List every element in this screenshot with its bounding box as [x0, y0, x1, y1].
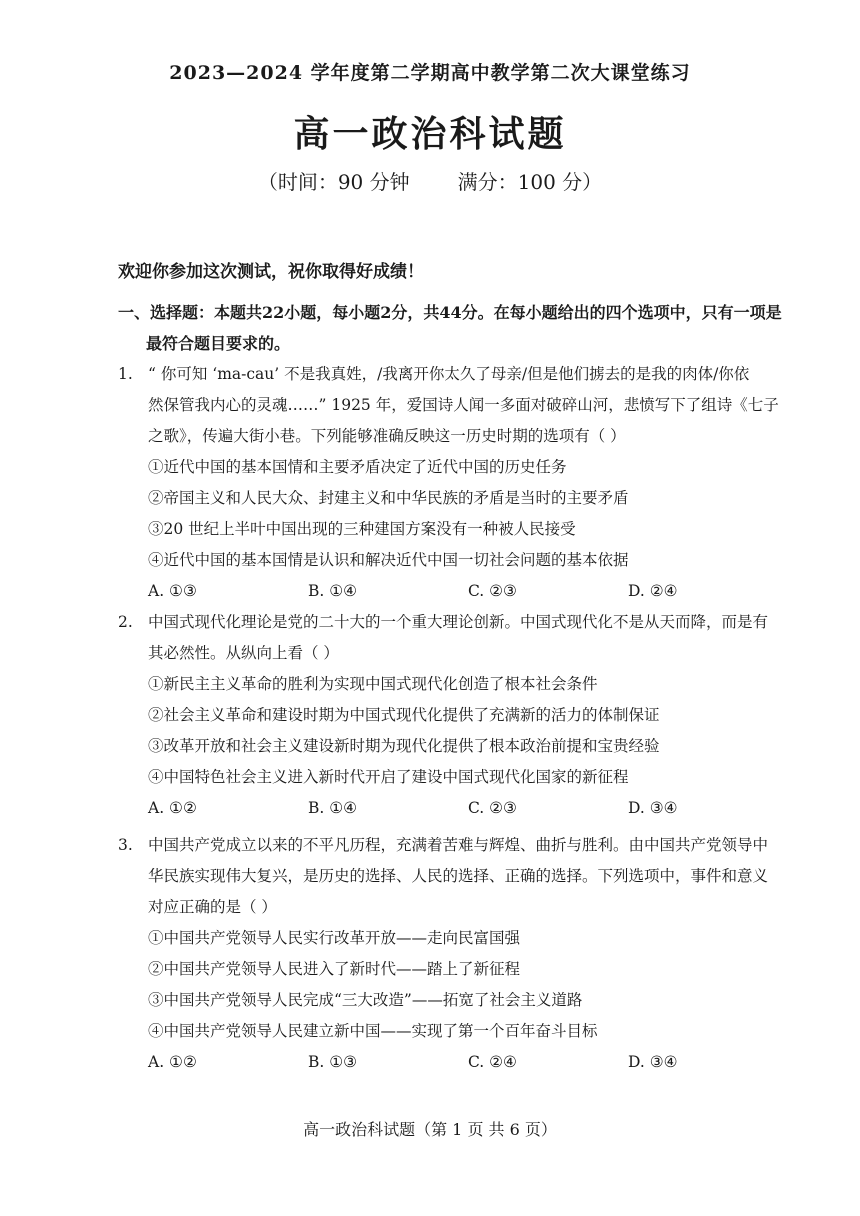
statement-option: ④中国特色社会主义进入新时代开启了建设中国式现代化国家的新征程 — [148, 768, 629, 786]
answer-choice-d: D. ③④ — [628, 799, 678, 817]
exam-header-line: 2023—2024 学年度第二学期高中教学第二次大课堂练习 — [169, 62, 691, 84]
question-2 — [118, 607, 808, 824]
answer-choice-d: D. ②④ — [628, 582, 678, 600]
page-footer: 高一政治科试题（第 1 页 共 6 页） — [303, 1120, 557, 1139]
statement-option: ③改革开放和社会主义建设新时期为现代化提供了根本政治前提和宝贵经验 — [148, 737, 660, 755]
question-stem-line: 中国共产党成立以来的不平凡历程，充满着苦难与辉煌、曲折与胜利。由中国共产党领导中 — [148, 836, 769, 854]
answer-choice-c: C. ②④ — [468, 1053, 517, 1071]
question-stem-line: 华民族实现伟大复兴，是历史的选择、人民的选择、正确的选择。下列选项中，事件和意义 — [148, 867, 769, 885]
answer-choice-c: C. ②③ — [468, 799, 517, 817]
section-instructions — [118, 297, 798, 359]
statement-option: ②社会主义革命和建设时期为中国式现代化提供了充满新的活力的体制保证 — [148, 706, 660, 724]
time-label: （时间：90 分钟 — [257, 170, 410, 194]
question-stem-line: 之歌》，传遍大街小巷。下列能够准确反映这一历史时期的选项有（ ） — [148, 427, 626, 445]
statement-option: ②帝国主义和人民大众、封建主义和中华民族的矛盾是当时的主要矛盾 — [148, 489, 629, 507]
answer-choice-a: A. ①② — [148, 799, 197, 817]
section-line-2: 最符合题目要求的。 — [146, 334, 291, 353]
statement-option: ④中国共产党领导人民建立新中国——实现了第一个百年奋斗目标 — [148, 1022, 598, 1040]
answer-choice-a: A. ①② — [148, 1053, 197, 1071]
score-label: 满分：100 分） — [457, 170, 603, 194]
answer-choice-b: B. ①③ — [308, 1053, 358, 1071]
question-stem-line: 其必然性。从纵向上看（ ） — [148, 644, 339, 662]
answer-choice-d: D. ③④ — [628, 1053, 678, 1071]
statement-option: ①近代中国的基本国情和主要矛盾决定了近代中国的历史任务 — [148, 458, 567, 476]
answer-choice-a: A. ①③ — [148, 582, 197, 600]
question-number: 3. — [118, 836, 133, 854]
answer-choices — [118, 1047, 808, 1078]
statement-option: ③中国共产党领导人民完成“三大改造”——拓宽了社会主义道路 — [148, 991, 583, 1009]
question-stem-line: 中国式现代化理论是党的二十大的一个重大理论创新。中国式现代化不是从天而降，而是有 — [148, 613, 769, 631]
time-score-info — [0, 166, 860, 195]
answer-choice-b: B. ①④ — [308, 799, 358, 817]
question-stem-line: 对应正确的是（ ） — [148, 898, 277, 916]
question-stem-line: “ 你可知 ‘ma-cau’ 不是我真姓，/我离开你太久了母亲/但是他们掳去的是我的肉体/你依 — [148, 365, 750, 383]
welcome-message: 欢迎你参加这次测试，祝你取得好成绩！ — [118, 262, 424, 282]
answer-choice-b: B. ①④ — [308, 582, 358, 600]
statement-option: ②中国共产党领导人民进入了新时代——踏上了新征程 — [148, 960, 521, 978]
answer-choices — [118, 793, 808, 824]
statement-option: ③20 世纪上半叶中国出现的三种建国方案没有一种被人民接受 — [148, 520, 576, 538]
section-line-1: 一、选择题：本题共22小题，每小题2分，共44分。在每小题给出的四个选项中，只有一项是 — [118, 303, 782, 322]
question-1 — [118, 359, 808, 607]
statement-option: ④近代中国的基本国情是认识和解决近代中国一切社会问题的基本依据 — [148, 551, 629, 569]
statement-option: ①中国共产党领导人民实行改革开放——走向民富国强 — [148, 929, 521, 947]
page-title: 高一政治科试题 — [293, 113, 567, 155]
question-number: 2. — [118, 613, 133, 631]
answer-choice-c: C. ②③ — [468, 582, 517, 600]
answer-choices — [118, 576, 808, 607]
question-3 — [118, 830, 808, 1078]
question-number: 1. — [118, 365, 133, 383]
statement-option: ①新民主主义革命的胜利为实现中国式现代化创造了根本社会条件 — [148, 675, 598, 693]
question-stem-line: 然保管我内心的灵魂……” 1925 年，爱国诗人闻一多面对破碎山河，悲愤写下了组诗《七子 — [148, 396, 779, 414]
